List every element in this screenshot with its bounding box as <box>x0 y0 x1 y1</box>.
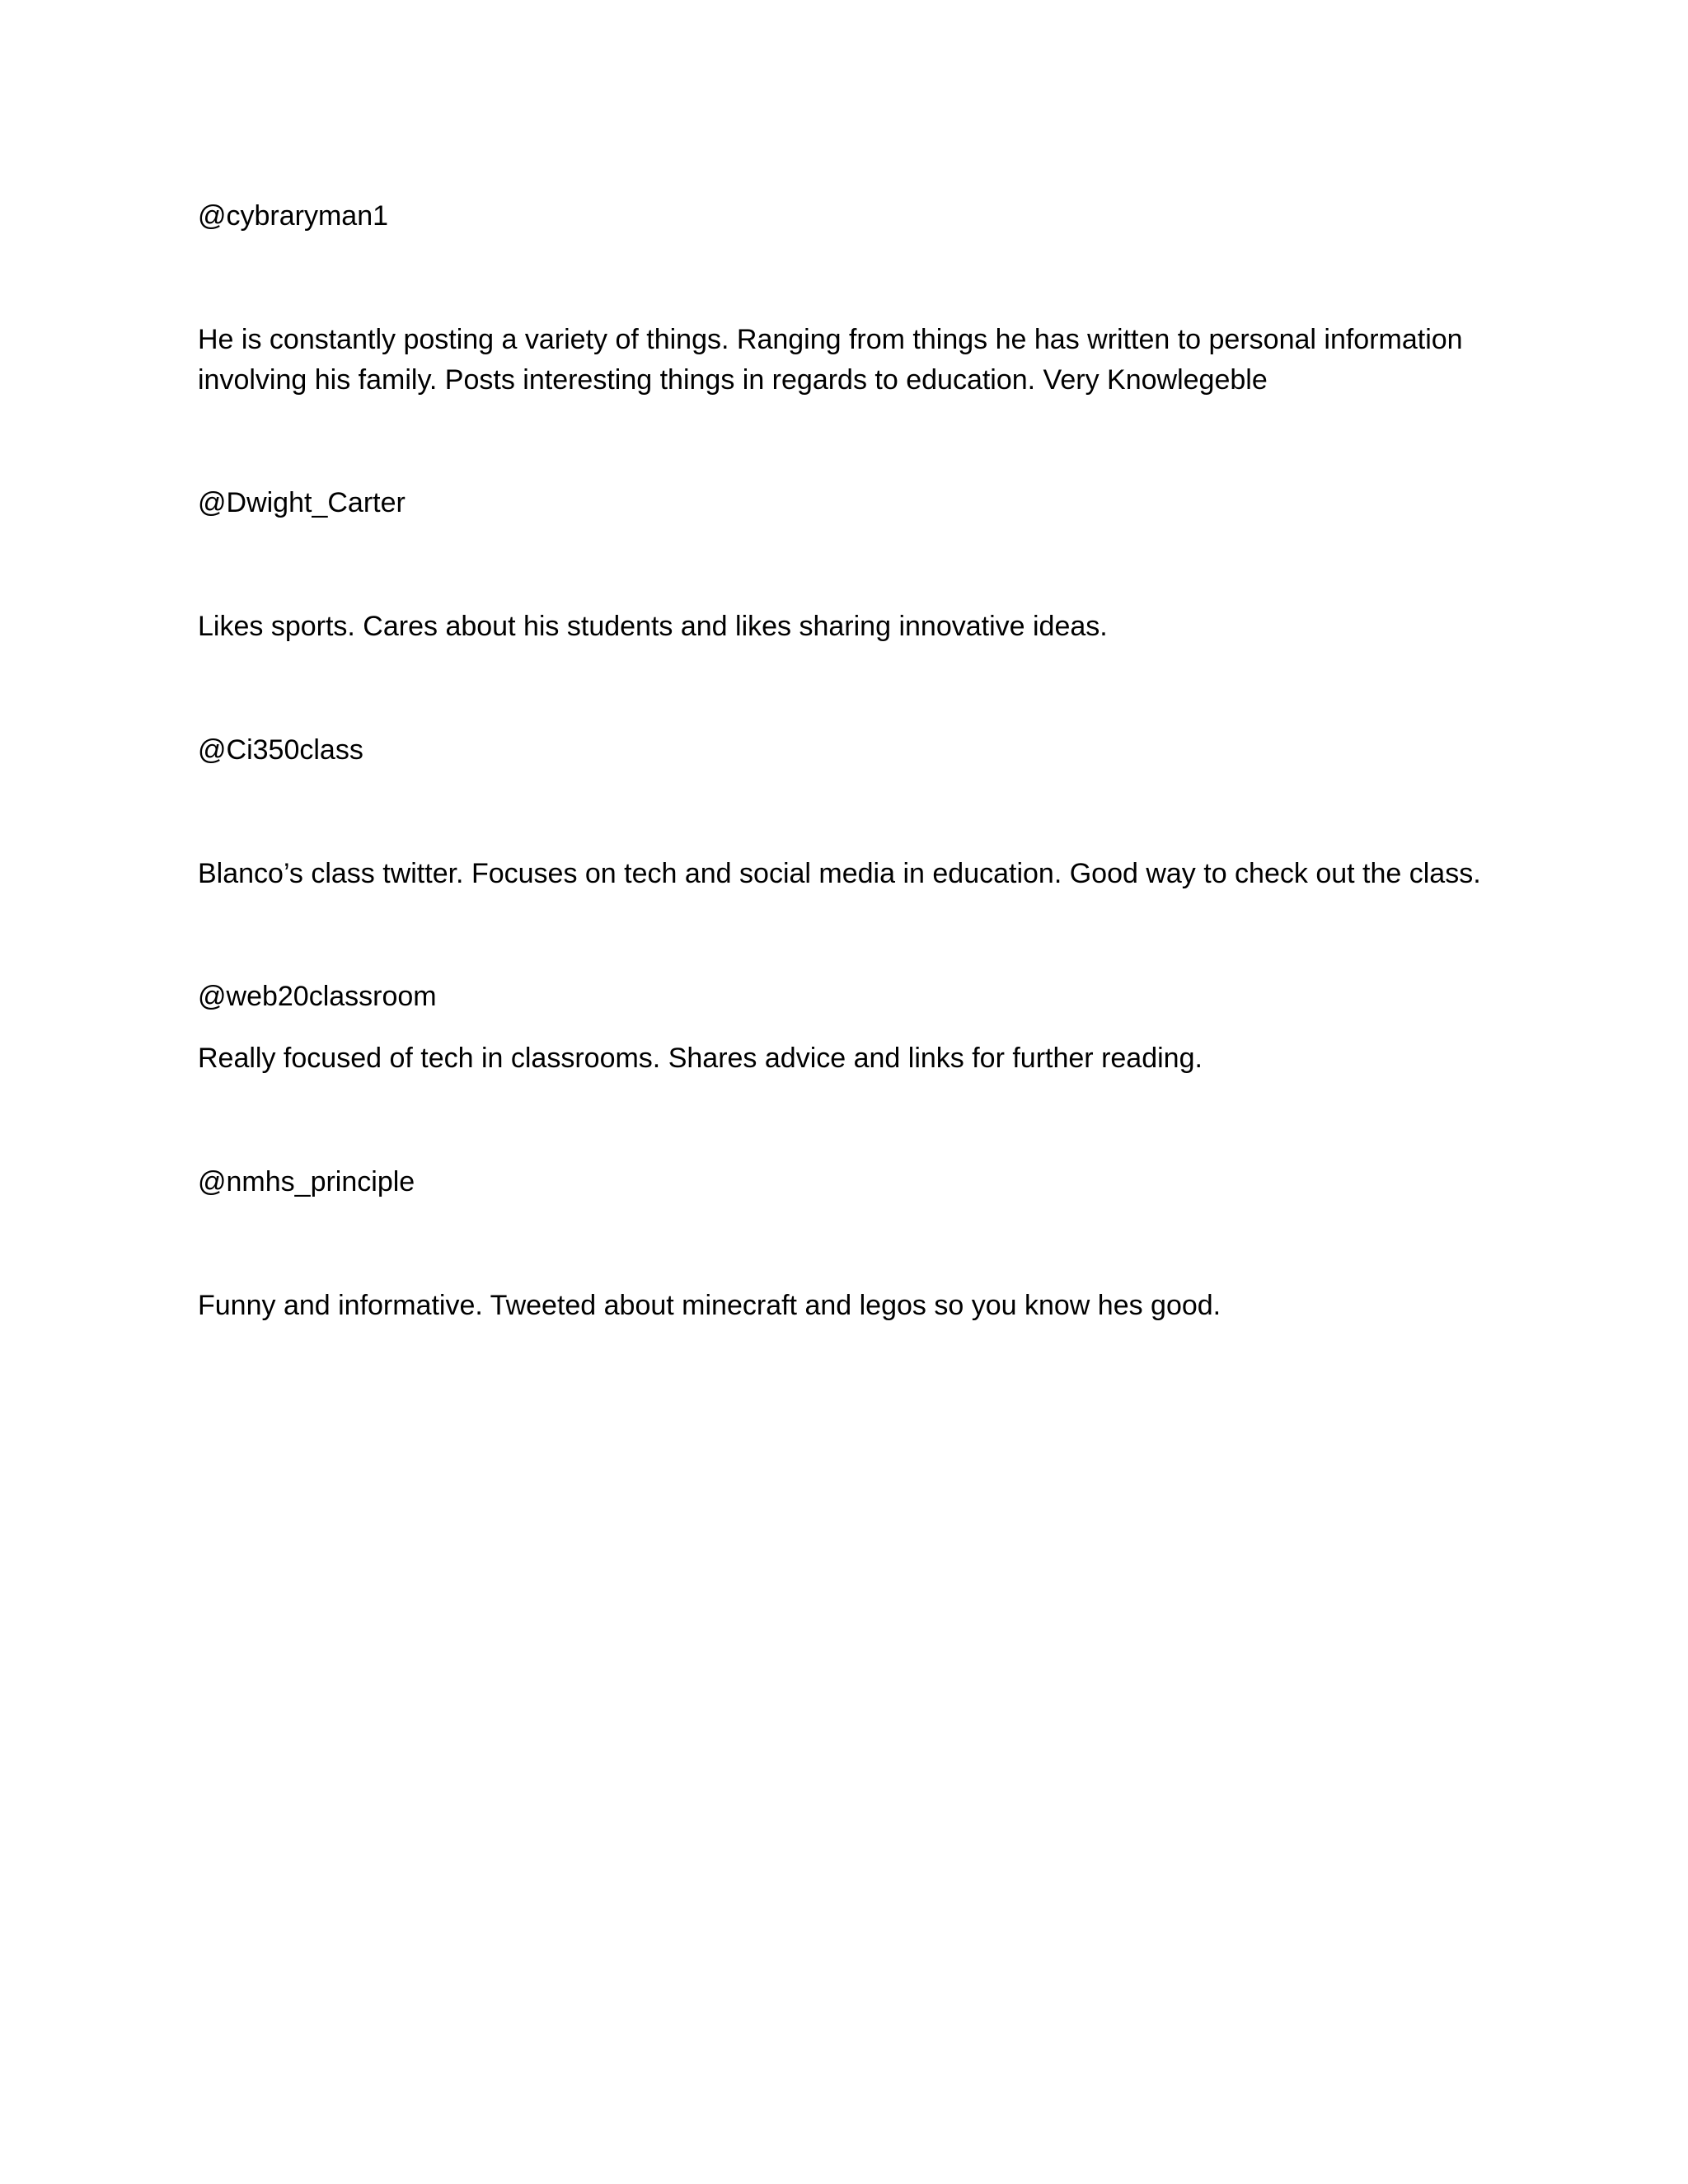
twitter-handle-ci350class: @Ci350class <box>198 734 363 766</box>
description-web20classroom: Really focused of tech in classrooms. Shares advice and links for further reading. <box>198 1043 1203 1074</box>
twitter-handle-nmhs-principle: @nmhs_principle <box>198 1166 415 1197</box>
description-dwight-carter: Likes sports. Cares about his students and likes sharing innovative ideas. <box>198 611 1108 642</box>
description-ci350class: Blanco’s class twitter. Focuses on tech and social media in education. Good way to check out the class. <box>198 858 1481 889</box>
description-nmhs-principle: Funny and informative. Tweeted about minecraft and legos so you know hes good. <box>198 1290 1221 1321</box>
description-cybraryman1: He is constantly posting a variety of things. Ranging from things he has written to personal information involving his family. Posts interesting things in regards to education. Very Knowlegeble <box>198 324 1463 396</box>
twitter-handle-cybraryman1: @cybraryman1 <box>198 200 389 232</box>
twitter-handle-web20classroom: @web20classroom <box>198 981 437 1012</box>
twitter-handle-dwight-carter: @Dwight_Carter <box>198 487 406 518</box>
